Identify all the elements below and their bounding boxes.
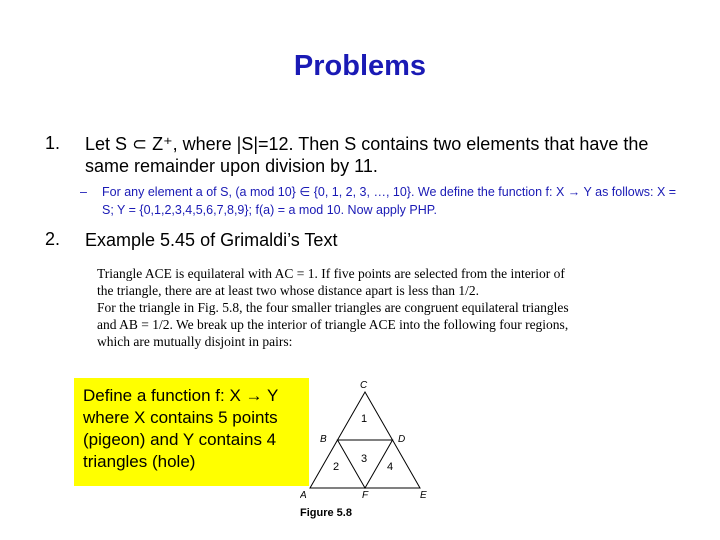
- callout-text: Define a function f: X → Y where X contains 5 points (pigeon) and Y contains 4 triangles (hole): [83, 386, 278, 471]
- vertex-label-f: F: [362, 490, 369, 501]
- region-label-2: 2: [333, 461, 340, 473]
- figure-caption: Figure 5.8: [300, 507, 352, 519]
- item-1-subpoint-text: For any element a of S, (a mod 10} ∈ {0, 1, 2, 3, …, 10}. We define the function f: X → Y as follows: X = S; Y = {0,1,2,3,4,5,6,7,8,9}; f(a) = a mod 10. Now apply PHP.: [102, 185, 677, 217]
- excerpt-line: and AB = 1/2. We break up the interior of triangle ACE into the following four regions,: [97, 317, 569, 332]
- vertex-label-e: E: [420, 490, 427, 501]
- item-2-text: Example 5.45 of Grimaldi’s Text: [85, 230, 338, 250]
- excerpt-line: which are mutually disjoint in pairs:: [97, 334, 293, 349]
- excerpt-line: For the triangle in Fig. 5.8, the four smaller triangles are congruent equilateral triangles: [97, 300, 569, 315]
- triangle-figure: [300, 370, 440, 520]
- excerpt-line: the triangle, there are at least two whose distance apart is less than 1/2.: [97, 283, 479, 298]
- bullet-dash: –: [80, 185, 87, 199]
- excerpt-line: Triangle ACE is equilateral with AC = 1. If five points are selected from the interior of: [97, 266, 565, 281]
- vertex-label-c: C: [360, 380, 368, 391]
- vertex-label-b: B: [320, 434, 327, 445]
- vertex-label-d: D: [398, 434, 406, 445]
- item-1-number: 1.: [45, 133, 61, 153]
- item-2-number: 2.: [45, 229, 61, 249]
- region-label-4: 4: [387, 461, 394, 473]
- textbook-excerpt: [97, 265, 647, 350]
- slide-title: Problems: [293, 50, 427, 82]
- item-1-text: Let S ⊂ Z⁺, where |S|=12. Then S contains two elements that have the same remainder upon division by 11.: [85, 134, 649, 176]
- region-label-1: 1: [361, 413, 368, 425]
- region-label-3: 3: [361, 453, 368, 465]
- vertex-label-a: A: [300, 490, 307, 501]
